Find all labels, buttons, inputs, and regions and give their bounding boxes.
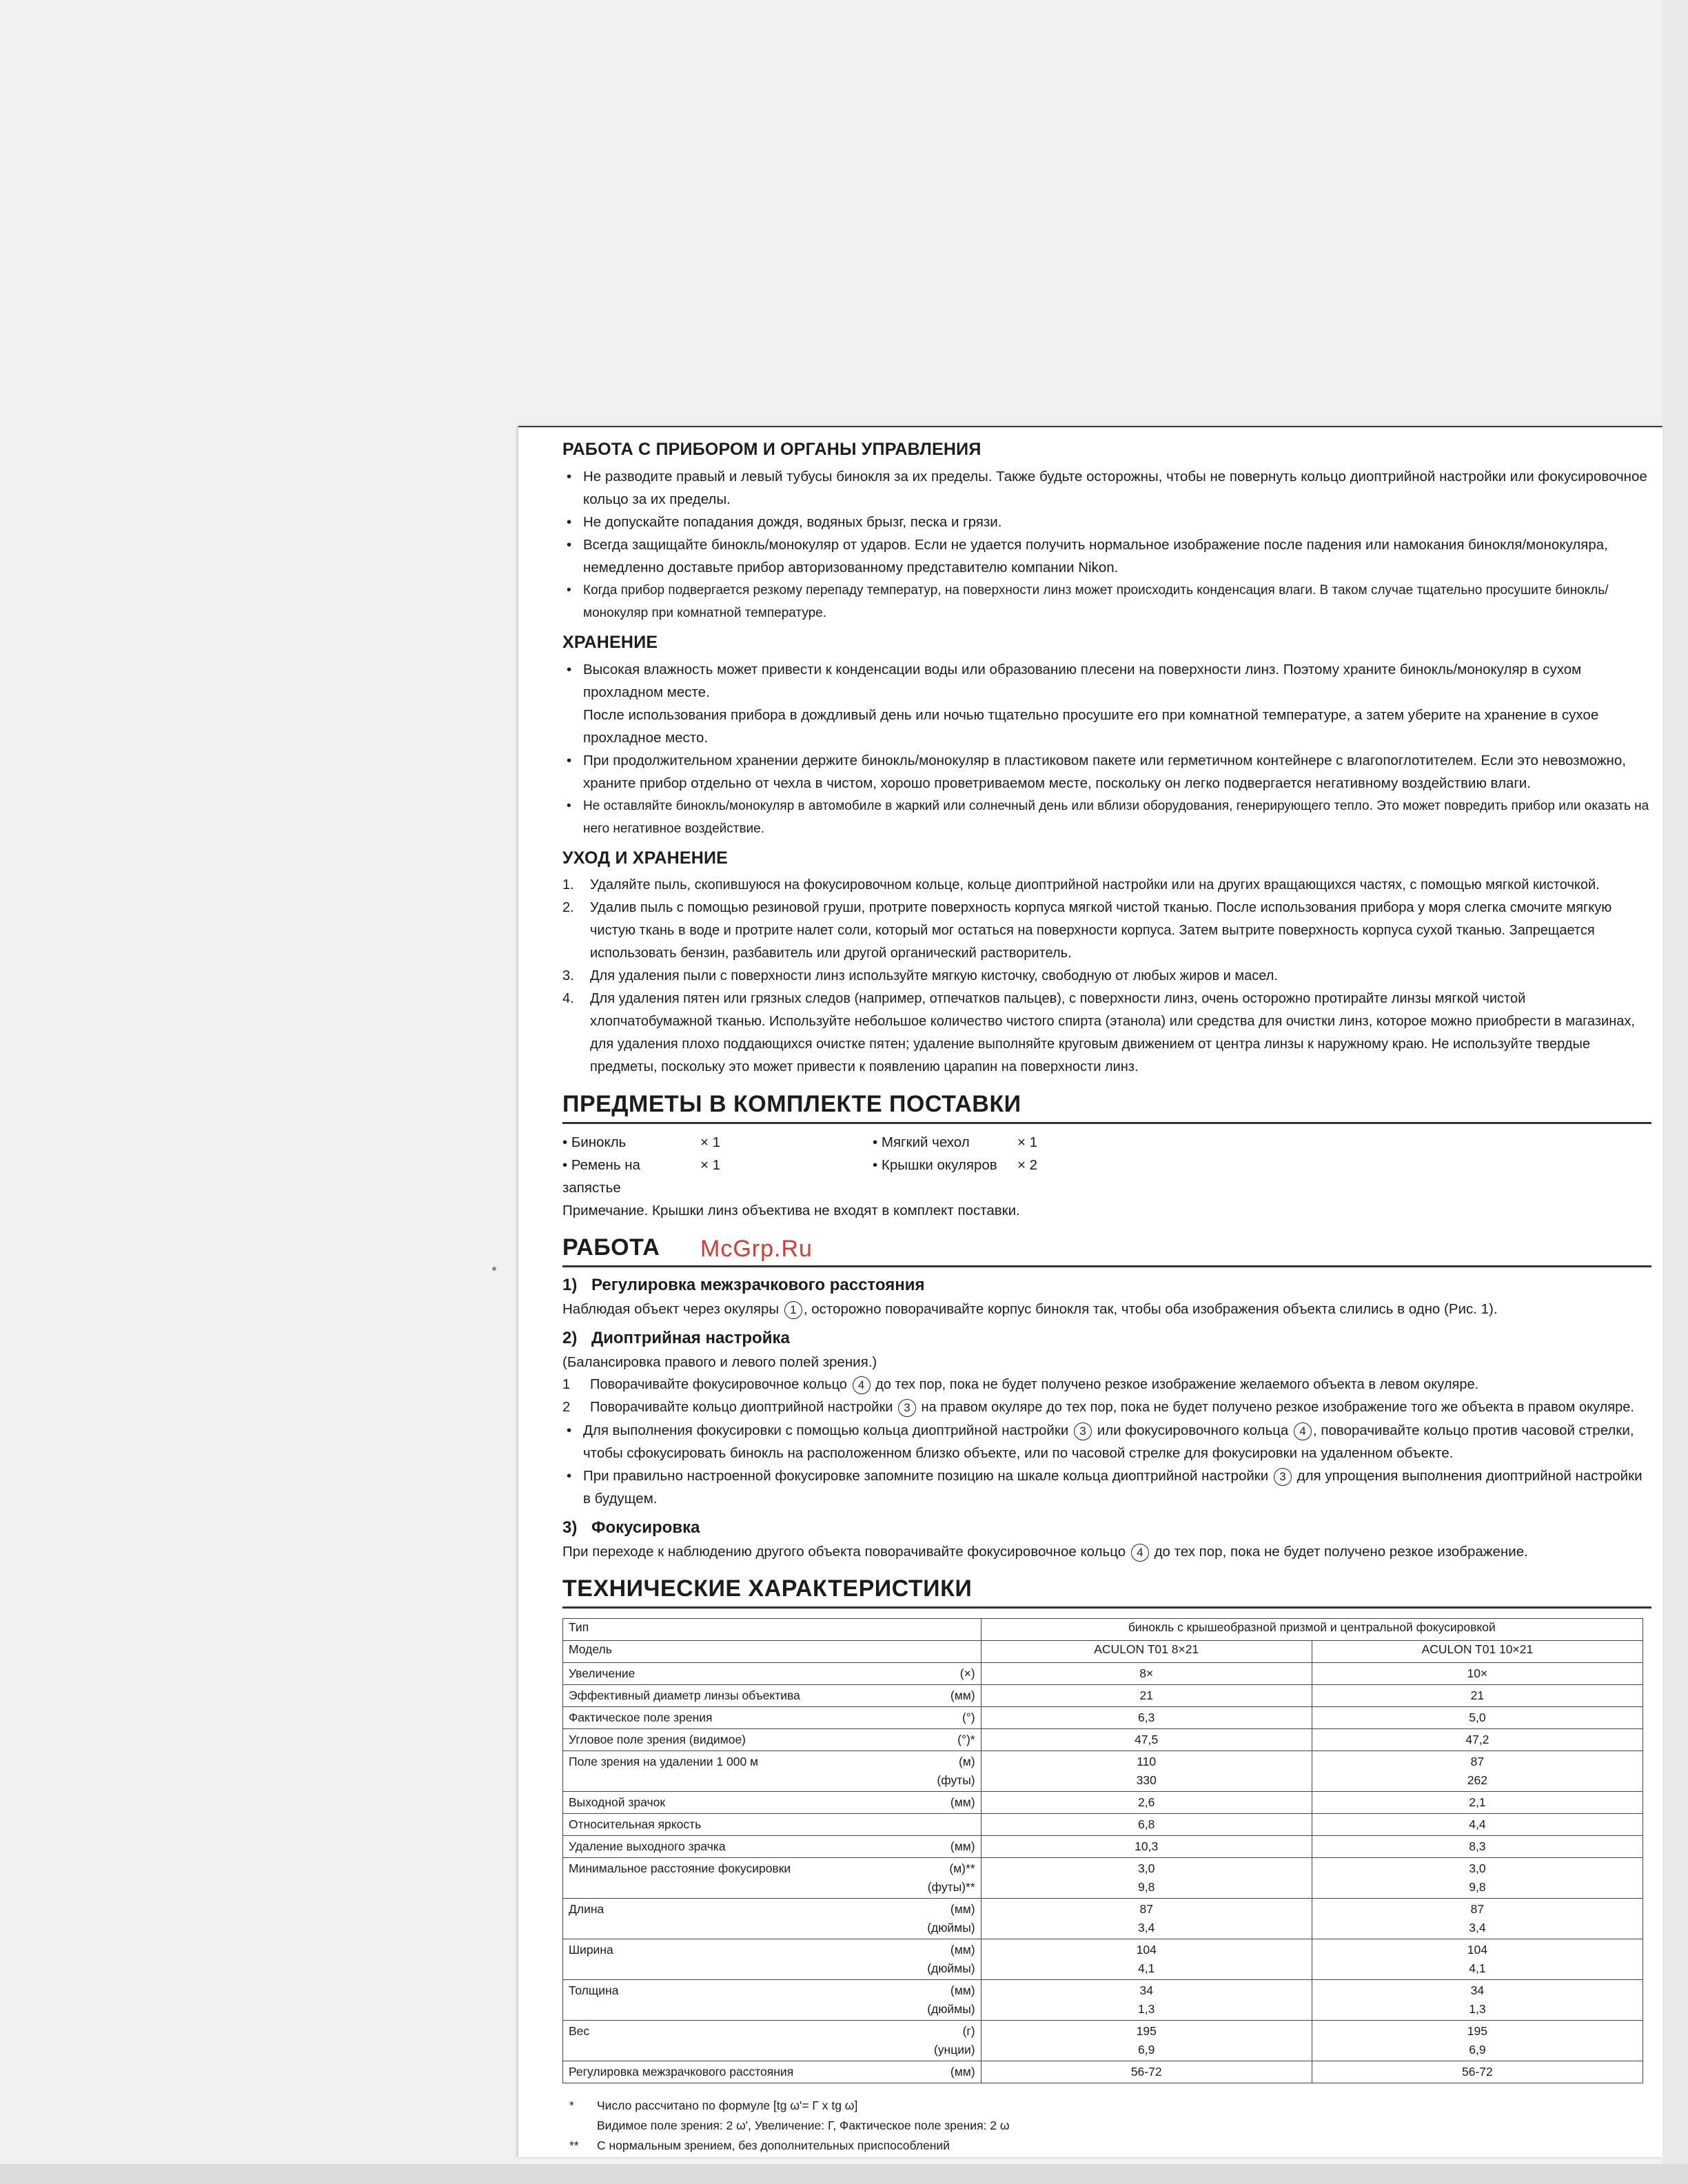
table-row: [563, 1663, 1643, 1685]
text-run: При переходе к наблюдению другого объекта поворачивайте фокусировочное кольцо: [562, 1544, 1126, 1560]
kit-item: • Бинокль: [562, 1134, 627, 1150]
spec-value-line: 87: [1470, 1902, 1485, 1916]
text-run: на правом окуляре до тех пор, пока не будет получено резкое изображение того же объекта в правом окуляре.: [921, 1400, 1634, 1415]
spec-label-line: Удаление выходного зрачка: [569, 1839, 726, 1853]
spec-value-line: 195: [1467, 2024, 1487, 2038]
spec-unit-line: (футы): [937, 1773, 975, 1787]
table-row: [563, 1899, 1643, 1939]
focus-text: [562, 1540, 1651, 1563]
spec-unit-line: (мм): [950, 1688, 975, 1702]
spec-value-line: 34: [1139, 1983, 1153, 1997]
storage-list: [562, 658, 1651, 840]
callout-circle: 4: [1294, 1422, 1312, 1440]
list-item: [562, 1396, 1651, 1419]
spec-unit: [922, 1729, 981, 1751]
callout-circle: 4: [853, 1376, 871, 1394]
table-row: [563, 1836, 1643, 1858]
subsection-ipd-title: [562, 1276, 1651, 1295]
table-row: [563, 1619, 1643, 1641]
list-item-text: После использования прибора в дождливый день или ночью тщательно просушите его при комнатной температуре, а затем уберите на хранение в сухое прохладное место.: [583, 707, 1599, 746]
spec-label: [563, 1858, 922, 1899]
table-row: [563, 1792, 1643, 1814]
kit-qty: × 1: [1017, 1134, 1038, 1150]
kit-item: • Мягкий чехол: [873, 1134, 970, 1150]
spec-value-line: 195: [1136, 2024, 1157, 2038]
spec-label: [563, 1939, 922, 1980]
item-number: 2.: [562, 900, 574, 915]
spec-value-line: 8,3: [1469, 1839, 1486, 1853]
spec-value-line: 4,4: [1469, 1817, 1486, 1831]
section-operation-label: РАБОТА: [562, 1234, 660, 1261]
spec-unit-line: (унции): [933, 2043, 975, 2057]
spec-label-line: Выходной зрачок: [569, 1795, 666, 1809]
spec-unit: [922, 1814, 981, 1836]
spec-value-line: 10,3: [1135, 1839, 1159, 1853]
spec-value-line: 3,0: [1138, 1861, 1155, 1875]
spec-unit-line: (°): [962, 1711, 975, 1724]
spec-value-line: 56-72: [1462, 2065, 1493, 2079]
spec-label-line: Относительная яркость: [569, 1817, 702, 1831]
spec-value-line: 262: [1467, 1773, 1487, 1787]
spec-value: [1312, 1707, 1643, 1729]
spec-footnotes: [562, 2096, 1651, 2156]
item-number: 1: [562, 1377, 571, 1392]
spec-value: [1312, 1836, 1643, 1858]
list-item: [562, 965, 1651, 988]
spec-value: [1312, 1663, 1643, 1685]
list-item: • Всегда защищайте бинокль/монокуляр от ударов. Если не удается получить нормальное изображение после падения или намокания бинокля/монокуляра, немедленно доставьте прибор авторизованному представителю компании Nikon.: [562, 533, 1651, 579]
footnote: [562, 2136, 1651, 2156]
spec-unit: [922, 1663, 981, 1685]
spec-label: Тип: [563, 1619, 982, 1641]
spec-unit: [922, 1836, 981, 1858]
spec-label: [563, 2061, 922, 2083]
spec-value-line: 9,8: [1138, 1880, 1155, 1894]
spec-value: [981, 2061, 1312, 2083]
spec-label: [563, 1751, 922, 1792]
footnote: [562, 2096, 1651, 2116]
spec-unit-line: (°)*: [957, 1733, 975, 1746]
section-operation-title: [562, 1234, 1651, 1267]
manual-page: [518, 426, 1662, 2157]
watermark: McGrp.Ru: [700, 1236, 813, 1262]
spec-value-line: 6,9: [1138, 2043, 1155, 2057]
table-row: [563, 1858, 1643, 1899]
kit-item: • Ремень на запястье: [562, 1157, 640, 1196]
text-run: или фокусировочного кольца: [1097, 1422, 1289, 1438]
spec-value: [1312, 1751, 1643, 1792]
spec-label-line: Угловое поле зрения (видимое): [569, 1733, 746, 1746]
spec-label: [563, 1836, 922, 1858]
spec-unit: [922, 2061, 981, 2083]
callout-circle: 4: [1131, 1544, 1149, 1562]
spec-value-line: 4,1: [1138, 1961, 1155, 1975]
spec-value-line: 47,2: [1465, 1733, 1489, 1746]
spec-value: [1312, 1858, 1643, 1899]
subsection-label: Диоптрийная настройка: [591, 1329, 790, 1347]
spec-label-line: Увеличение: [569, 1666, 635, 1680]
item-text: Для удаления пыли с поверхности линз используйте мягкую кисточку, свободную от любых жиров и масел.: [590, 968, 1278, 983]
footnote-mark: **: [569, 2139, 579, 2152]
spec-value-line: 47,5: [1135, 1733, 1159, 1746]
diopter-notes: [562, 1419, 1651, 1510]
footnote: [562, 2116, 1651, 2136]
spec-label-line: Ширина: [569, 1943, 613, 1957]
callout-circle: 3: [898, 1399, 916, 1417]
list-item: [562, 988, 1651, 1079]
spec-unit-line: (мм): [950, 1902, 975, 1916]
list-item: [562, 1419, 1651, 1464]
kit-qty: × 1: [700, 1157, 721, 1173]
spec-value-line: 5,0: [1469, 1711, 1486, 1724]
item-number: 3.: [562, 968, 574, 983]
spec-unit-line: (мм): [950, 2065, 975, 2079]
footnote-mark: *: [569, 2099, 574, 2112]
spec-unit: [922, 1858, 981, 1899]
spec-label: [563, 2021, 922, 2061]
spec-value-line: 9,8: [1469, 1880, 1486, 1894]
callout-circle: 1: [784, 1301, 802, 1319]
spec-unit: [922, 1939, 981, 1980]
table-row: [563, 1814, 1643, 1836]
spec-value: [981, 1980, 1312, 2021]
spec-label-line: Толщина: [569, 1983, 619, 1997]
spec-value: [981, 1663, 1312, 1685]
subsection-number: 2): [562, 1329, 578, 1347]
list-item: • Не оставляйте бинокль/монокуляр в автомобиле в жаркий или солнечный день или вблизи оборудования, генерирующего тепло. Это может повредить прибор или оказать на него негативное воздействие.: [562, 795, 1651, 840]
spec-value: [981, 1939, 1312, 1980]
table-row: [563, 1707, 1643, 1729]
item-text: Удалив пыль с помощью резиновой груши, протрите поверхность корпуса мягкой чистой тканью. После использования прибора у моря слегка смочите мягкую чистую ткань в воде и протрите налет соли, который мог остаться на поверхности корпуса. Затем вытрите поверхность корпуса сухой тканью. Запрещается использовать бензин, разбавитель или другой органический растворитель.: [590, 900, 1612, 961]
spec-unit: [922, 1707, 981, 1729]
spec-value-line: 4,1: [1469, 1961, 1486, 1975]
spec-unit-line: (г): [962, 2024, 975, 2038]
spec-unit-line: (дюймы): [927, 1921, 975, 1935]
item-text: Удаляйте пыль, скопившуюся на фокусировочном кольце, кольце диоптрийной настройки или на других вращающихся частях, с помощью мягкой кисточкой.: [590, 877, 1600, 892]
spec-label: [563, 1729, 922, 1751]
spec-value-line: 2,6: [1138, 1795, 1155, 1809]
footnote-text: Число рассчитано по формуле [tg ω'= Г x tg ω]: [597, 2099, 858, 2112]
list-item: [562, 1374, 1651, 1396]
spec-value: [981, 1814, 1312, 1836]
spec-unit: [922, 1751, 981, 1792]
spec-value-line: 3,0: [1469, 1861, 1486, 1875]
spec-value: [981, 1729, 1312, 1751]
list-item: • Когда прибор подвергается резкому перепаду температур, на поверхности линз может происходить конденсация влаги. В таком случае тщательно просушите бинокль/монокуляр при комнатной температуре.: [562, 579, 1651, 624]
text-run: При правильно настроенной фокусировке запомните позицию на шкале кольца диоптрийной настройки: [583, 1468, 1269, 1484]
kit-item: • Крышки окуляров: [873, 1157, 997, 1173]
spec-unit-line: (мм): [950, 1943, 975, 1957]
spec-value-line: 1,3: [1469, 2002, 1486, 2016]
spec-value: [1312, 1792, 1643, 1814]
scan-edge-bottom: [0, 2164, 1688, 2184]
spec-unit-line: (мм): [950, 1839, 975, 1853]
spec-label-line: Длина: [569, 1902, 604, 1916]
spec-label-line: Минимальное расстояние фокусировки: [569, 1861, 791, 1875]
spec-value-line: 6,9: [1469, 2043, 1486, 2057]
list-item: • Не допускайте попадания дождя, водяных брызг, песка и грязи.: [562, 511, 1651, 533]
spec-value: [1312, 1814, 1643, 1836]
spec-value: [981, 1707, 1312, 1729]
list-item: [562, 1464, 1651, 1510]
footnote-text: С нормальным зрением, без дополнительных приспособлений: [597, 2139, 950, 2152]
spec-unit-line: (дюймы): [927, 1961, 975, 1975]
table-row: [563, 2021, 1643, 2061]
spec-value: [1312, 1685, 1643, 1707]
item-number: 4.: [562, 991, 574, 1006]
spec-unit: [922, 1792, 981, 1814]
spec-label: [563, 1707, 922, 1729]
text-run: до тех пор, пока не будет получено резкое изображение желаемого объекта в левом окуляре.: [875, 1377, 1479, 1392]
spec-label: Модель: [563, 1641, 982, 1663]
contents-note: Примечание. Крышки линз объектива не входят в комплект поставки.: [562, 1203, 1020, 1218]
spec-value: [981, 1899, 1312, 1939]
spec-value: [981, 1836, 1312, 1858]
table-row: [563, 1980, 1643, 2021]
spec-label: [563, 1792, 922, 1814]
subsection-label: Фокусировка: [591, 1518, 700, 1537]
text-run: Наблюдая объект через окуляры: [562, 1301, 780, 1317]
spec-value-line: 87: [1470, 1755, 1485, 1768]
text-run: , поворачивайте кольцо против часовой стрелки, чтобы сфокусировать бинокль на расположенном близко объекте, или по часовой стрелке для фокусировки на удаленном объекте.: [583, 1422, 1634, 1461]
spec-label: [563, 1899, 922, 1939]
spec-value-line: 3,4: [1469, 1921, 1486, 1935]
ipd-text: [562, 1298, 1651, 1320]
diopter-intro: (Балансировка правого и левого полей зрения.): [562, 1354, 877, 1370]
section-handling-title: РАБОТА С ПРИБОРОМ И ОРГАНЫ УПРАВЛЕНИЯ: [562, 440, 982, 459]
spec-label-line: Регулировка межзрачкового расстояния: [569, 2065, 794, 2079]
subsection-number: 3): [562, 1518, 578, 1537]
spec-value-line: 6,3: [1138, 1711, 1155, 1724]
list-item: [562, 897, 1651, 965]
spec-unit: [922, 1899, 981, 1939]
spec-value-line: 87: [1139, 1902, 1153, 1916]
spec-label: [563, 1814, 922, 1836]
scan-edge-right: [1662, 0, 1688, 2184]
list-item: [562, 658, 1651, 749]
text-run: Поворачивайте фокусировочное кольцо: [590, 1377, 847, 1392]
spec-unit: [922, 1685, 981, 1707]
subsection-label: Регулировка межзрачкового расстояния: [591, 1276, 925, 1294]
spec-value: ACULON T01 8×21: [981, 1641, 1312, 1663]
item-text: Для удаления пятен или грязных следов (например, отпечатков пальцев), с поверхности линз, очень осторожно протирайте линзы мягкой чистой хлопчатобумажной тканью. Используйте небольшое количество чистого спирта (этанола) или средства для очистки линз, которое можно приобрести в магазинах, для удаления плохо поддающихся очистке пятен; удаление выполняйте круговым движением от центра линзы к наружному краю. Не используйте твердые предметы, поскольку это может привести к появлению царапин на поверхности линз.: [590, 991, 1635, 1074]
spec-label: [563, 1980, 922, 2021]
care-list: [562, 874, 1651, 1079]
section-storage-title: ХРАНЕНИЕ: [562, 633, 658, 652]
spec-value: [981, 1751, 1312, 1792]
section-contents-title: ПРЕДМЕТЫ В КОМПЛЕКТЕ ПОСТАВКИ: [562, 1091, 1651, 1124]
spec-value: бинокль с крышеобразной призмой и центральной фокусировкой: [981, 1619, 1643, 1641]
callout-circle: 3: [1074, 1422, 1092, 1440]
spec-unit: [922, 1980, 981, 2021]
spec-value: [1312, 2061, 1643, 2083]
spec-value: [981, 2021, 1312, 2061]
spec-value-line: 8×: [1139, 1666, 1154, 1680]
diopter-steps: [562, 1374, 1651, 1419]
spec-unit-line: (мм): [950, 1795, 975, 1809]
spec-value: [981, 1685, 1312, 1707]
spec-rows: [563, 1663, 1643, 2083]
spec-value-line: 110: [1137, 1755, 1157, 1768]
item-number: 1.: [562, 877, 574, 892]
spec-value-line: 3,4: [1138, 1921, 1155, 1935]
spec-unit-line: (футы)**: [927, 1880, 975, 1894]
spec-unit-line: (м)**: [949, 1861, 975, 1875]
table-row: [563, 1685, 1643, 1707]
spec-value-line: 34: [1470, 1983, 1485, 1997]
table-row: [563, 1751, 1643, 1792]
spec-value: [981, 1792, 1312, 1814]
spec-value-line: 6,8: [1138, 1817, 1155, 1831]
spec-label-line: Вес: [569, 2024, 590, 2038]
spec-value: [1312, 1899, 1643, 1939]
page-content: [562, 440, 1651, 2156]
spec-value-line: 104: [1136, 1943, 1157, 1957]
footnote-mark: [562, 2116, 597, 2136]
spec-label: [563, 1663, 922, 1685]
spec-label: [563, 1685, 922, 1707]
spec-value: [1312, 1980, 1643, 2021]
list-item: [562, 874, 1651, 897]
table-row: [563, 1729, 1643, 1751]
spec-value-line: 21: [1139, 1688, 1153, 1702]
scanner-background: [0, 0, 1688, 427]
subsection-diopter-title: [562, 1329, 1651, 1348]
spec-label-line: Фактическое поле зрения: [569, 1711, 713, 1724]
text-run: , осторожно поворачивайте корпус бинокля так, чтобы оба изображения объекта слились в одно (Рис. 1).: [803, 1301, 1498, 1317]
spec-unit: [922, 2021, 981, 2061]
footnote-text: Видимое поле зрения: 2 ω', Увеличение: Г, Фактическое поле зрения: 2 ω: [597, 2119, 1010, 2132]
spec-unit-line: (дюймы): [927, 2002, 975, 2016]
spec-label-line: Поле зрения на удалении 1 000 м: [569, 1755, 759, 1768]
list-item: • При продолжительном хранении держите бинокль/монокуляр в пластиковом пакете или герметичном контейнере с влагопоглотителем. Если это невозможно, храните прибор отдельно от чехла в чистом, хорошо проветриваемом месте, поскольку он легко подвергается негативному воздействию влаги.: [562, 749, 1651, 795]
spec-value: [981, 1858, 1312, 1899]
spec-value-line: 56-72: [1130, 2065, 1162, 2079]
spec-value-line: 330: [1136, 1773, 1157, 1787]
spec-unit-line: (м): [958, 1755, 975, 1768]
spec-value-line: 10×: [1467, 1666, 1488, 1680]
subsection-focus-title: [562, 1518, 1651, 1538]
handling-list: [562, 465, 1651, 624]
spec-label-line: Эффективный диаметр линзы объектива: [569, 1688, 800, 1702]
callout-circle: 3: [1274, 1468, 1292, 1486]
table-row: [563, 1641, 1643, 1663]
table-row: [563, 2061, 1643, 2083]
scan-speck: [492, 1267, 496, 1271]
spec-value: [1312, 1939, 1643, 1980]
list-item-text: • Высокая влажность может привести к конденсации воды или образованию плесени на поверхности линз. Поэтому храните бинокль/монокуляр в сухом прохладном месте.: [583, 662, 1582, 700]
subsection-number: 1): [562, 1276, 578, 1294]
text-run: до тех пор, пока не будет получено резкое изображение.: [1154, 1544, 1528, 1560]
spec-unit-line: (мм): [950, 1983, 975, 1997]
spec-value: [1312, 2021, 1643, 2061]
spec-value-line: 1,3: [1138, 2002, 1155, 2016]
table-row: [563, 1939, 1643, 1980]
section-care-title: УХОД И ХРАНЕНИЕ: [562, 848, 728, 868]
text-run: для упрощения выполнения диоптрийной настройки в будущем.: [583, 1468, 1643, 1507]
spec-value: [1312, 1729, 1643, 1751]
spec-value: ACULON T01 10×21: [1312, 1641, 1643, 1663]
kit-qty: × 2: [1017, 1157, 1038, 1173]
spec-value-line: 104: [1467, 1943, 1487, 1957]
package-contents: [562, 1131, 1651, 1199]
spec-value-line: 21: [1470, 1688, 1485, 1702]
list-item: • Не разводите правый и левый тубусы бинокля за их пределы. Также будьте осторожны, чтобы не повернуть кольцо диоптрийной настройки или фокусировочное кольцо за их пределы.: [562, 465, 1651, 511]
text-run: Для выполнения фокусировки с помощью кольца диоптрийной настройки: [583, 1422, 1069, 1438]
spec-table: [562, 1618, 1643, 2083]
kit-qty: × 1: [700, 1134, 721, 1150]
item-number: 2: [562, 1400, 571, 1415]
section-specs-title: ТЕХНИЧЕСКИЕ ХАРАКТЕРИСТИКИ: [562, 1575, 1651, 1609]
spec-unit-line: (×): [959, 1666, 975, 1680]
spec-value-line: 2,1: [1469, 1795, 1486, 1809]
text-run: Поворачивайте кольцо диоптрийной настройки: [590, 1400, 893, 1415]
